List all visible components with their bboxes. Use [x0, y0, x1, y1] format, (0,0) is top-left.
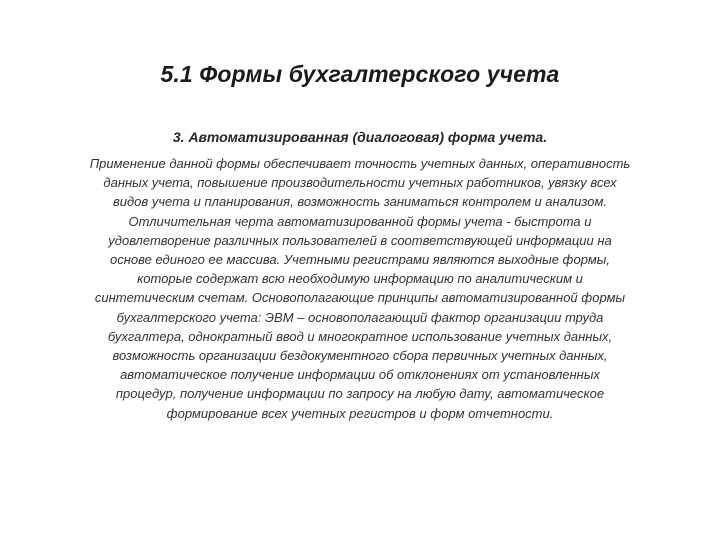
- body-line: автоматическое получение информации об отклонениях от установленных: [120, 367, 600, 383]
- body-line: синтетическим счетам. Основополагающие принципы автоматизированной формы: [94, 290, 626, 306]
- body-line: которые содержат всю необходимую информацию по аналитическим и: [137, 271, 583, 287]
- body-line: Применение данной формы обеспечивает точность учетных данных, оперативность: [89, 156, 631, 171]
- body-line: основе единого ее массива. Учетными регистрами являются выходные формы,: [110, 252, 610, 268]
- body-line: Отличительная черта автоматизированной формы учета - быстрота и: [128, 213, 592, 229]
- slide-title: 5.1 Формы бухгалтерского учета: [160, 61, 560, 87]
- body-line: данных учета, повышение производительности учетных работников, увязку всех: [103, 175, 617, 191]
- body-line: бухгалтера, однократный ввод и многократное использование учетных данных,: [107, 328, 613, 344]
- section-subtitle: 3. Автоматизированная (диалоговая) форма учета.: [172, 129, 548, 145]
- body-line: видов учета и планирования, возможность заниматься контролем и анализом.: [112, 194, 607, 210]
- body-line: возможность организации бездокументного сбора первичных учетных данных,: [112, 348, 608, 364]
- body-line: процедур, получение информации по запросу на любую дату, автоматическое: [115, 386, 605, 402]
- body-line: бухгалтерского учета: ЭВМ – основополагающий фактор организации труда: [116, 309, 604, 325]
- body-paragraph: [42, 154, 678, 423]
- body-line: формирование всех учетных регистров и форм отчетности.: [166, 405, 554, 421]
- body-line: удовлетворение различных пользователей в соответствующей информации на: [108, 232, 612, 248]
